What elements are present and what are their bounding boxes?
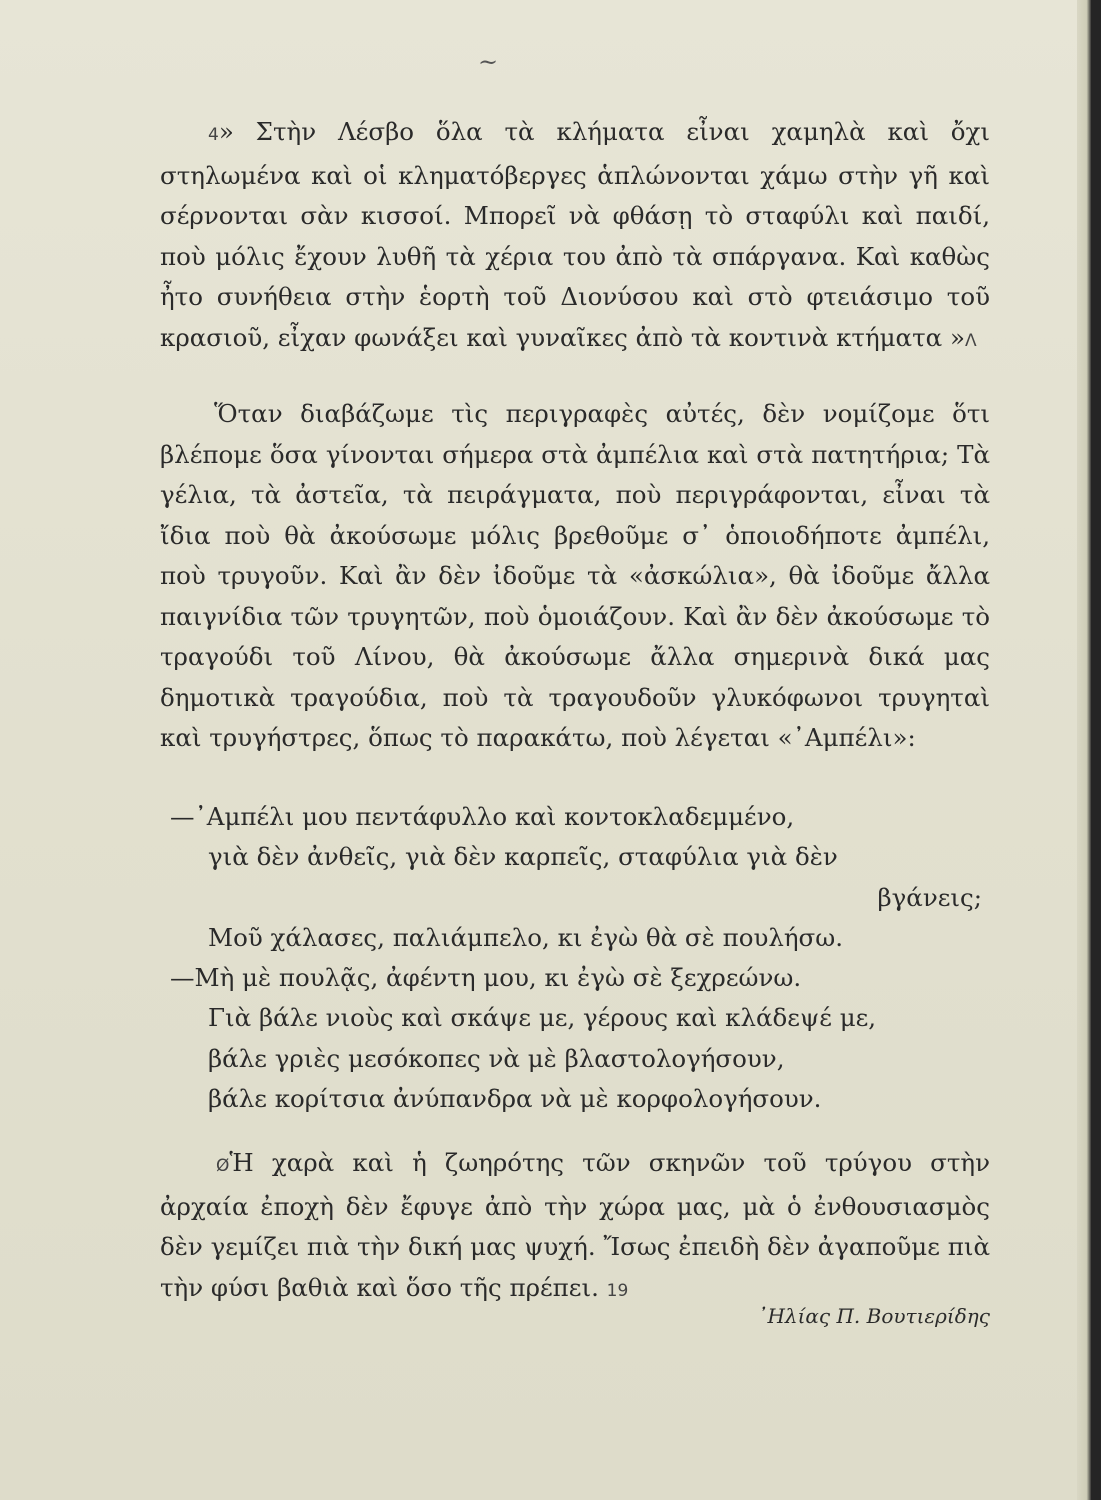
margin-note: Ø [216,1156,230,1176]
folk-song-ampeli [170,797,990,1119]
poem-line: Μοῦ χάλασες, παλιάμπελο, κι ἐγὼ θὰ σὲ πουλήσω. [208,922,844,952]
poem-line: —Μὴ μὲ πουλᾷς, ἀφέντη μου, κι ἐγὼ σὲ ξεχρεώνω. [170,963,802,993]
paragraph-quote-lesvos [160,112,990,361]
paragraph-descriptions [160,394,990,759]
paragraph-closing [160,1143,990,1311]
poem-line: γιὰ δὲν ἀνθεῖς, γιὰ δὲν καρπεῖς, σταφύλια γιὰ δὲν [208,842,838,872]
paragraph-text: » Στὴν Λέσβο ὅλα τὰ κλήματα εἶναι χαμηλὰ καὶ ὄχι στηλωμένα καὶ οἱ κληματόβεργες ἁπλώνονται χάμω στὴν γῆ καὶ σέρνονται σὰν κισσοί. Μπορεῖ νὰ φθάσῃ τὸ σταφύλι καὶ παιδί, ποὺ μόλις ἔχουν λυθῆ τὰ χέρια του ἀπὸ τὰ σπάργανα. Καὶ καθὼς ἦτο συνήθεια στὴν ἑορτὴ τοῦ Διονύσου καὶ στὸ φτειάσιμο τοῦ κρασιοῦ, εἶχαν φωνάξει καὶ γυναῖκες ἀπὸ τὰ κοντινὰ κτήματα » [160,117,990,352]
margin-note: 19 [606,1280,629,1301]
margin-note: Λ [964,330,977,351]
poem-line: —᾽Αμπέλι μου πεντάφυλλο καὶ κοντοκλαδεμμένο, [170,802,795,831]
margin-note: 4 [208,125,219,145]
author-signature: ᾽Ηλίας Π. Βουτιερίδης [757,1304,990,1328]
poem-line: Γιὰ βάλε νιοὺς καὶ σκάψε με, γέρους καὶ κλάδεψέ με, [208,1003,877,1033]
poem-line: βάλε γριὲς μεσόκοπες νὰ μὲ βλαστολογήσουν, [208,1043,785,1073]
top-mark: ~ [478,48,499,76]
book-edge-dark [1091,0,1101,1500]
paragraph-text: Ὅταν διαβάζωμε τὶς περιγραφὲς αὐτές, δὲν νομίζομε ὅτι βλέπομε ὅσα γίνονται σήμερα στὰ ἀμπέλια καὶ στὰ πατητήρια; Τὰ γέλια, τὰ ἀστεῖα, τὰ πειράγματα, ποὺ περιγράφονται, εἶναι τὰ ἴδια ποὺ θὰ ἀκούσωμε μόλις βρεθοῦμε σ᾽ ὁποιοδήποτε ἀμπέλι, ποὺ τρυγοῦν. Καὶ ἂν δὲν ἰδοῦμε τὰ «ἀσκώλια», θὰ ἰδοῦμε ἄλλα παιγνίδια τῶν τρυγητῶν, ποὺ ὁμοιάζουν. Καὶ ἂν δὲν ἀκούσωμε τὸ τραγούδι τοῦ Λίνου, θὰ ἀκούσωμε ἄλλα σημερινὰ δικά μας δημοτικὰ τραγούδια, ποὺ τὰ τραγουδοῦν γλυκόφωνοι τρυγηταὶ καὶ τρυγήστρες, ὅπως τὸ παρακάτω, ποὺ λέγεται «᾽Αμπέλι»: [160,399,990,752]
poem-line: βάλε κορίτσια ἀνύπανδρα νὰ μὲ κορφολογήσουν. [208,1084,822,1114]
poem-line-continuation: βγάνεις; [877,882,982,912]
paragraph-text: Ἡ χαρὰ καὶ ἡ ζωηρότης τῶν σκηνῶν τοῦ τρύγου στὴν ἀρχαία ἐποχὴ δὲν ἔφυγε ἀπὸ τὴν χώρα μας, μὰ ὁ ἐνθουσιασμὸς δὲν γεμίζει πιὰ τὴν δική μας ψυχή. Ἴσως ἐπειδὴ δὲν ἀγαποῦμε πιὰ τὴν φύσι βαθιὰ καὶ ὅσο τῆς πρέπει. [160,1148,990,1302]
